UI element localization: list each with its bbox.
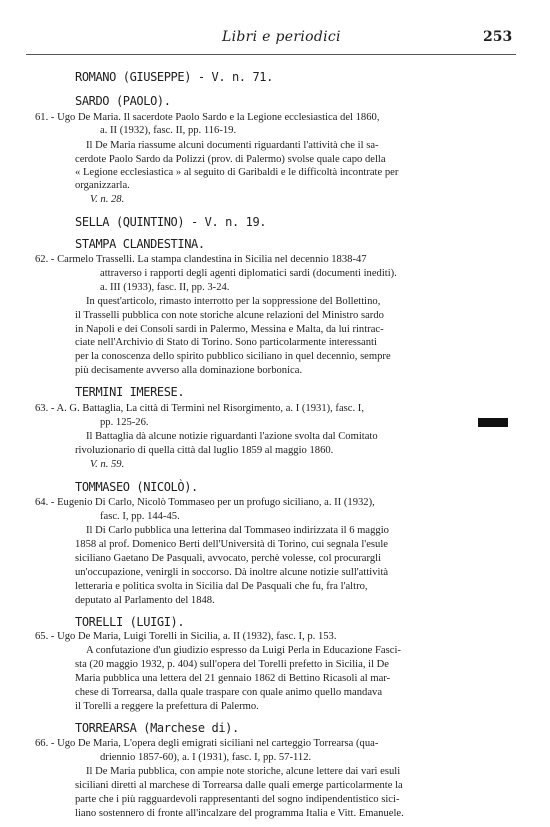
text-line: V. n. 28. xyxy=(90,194,125,205)
text-line: 65. - Ugo De Maria, Luigi Torelli in Sicilia, a. II (1932), fasc. I, p. 153. xyxy=(35,631,337,642)
text-line: per la conoscenza dello spirito pubblico siciliano in quel decennio, sempre xyxy=(75,351,391,362)
text-line: Maria pubblica una lettera del 21 gennaio 1862 di Bettino Ricasoli al mar- xyxy=(75,673,391,684)
running-header-title: Libri e periodici xyxy=(222,29,341,45)
text-line: siciliani diretti al marchese di Torrearsa dalle quali emerge particolarmente la xyxy=(75,780,403,791)
text-line: 63. - A. G. Battaglia, La città di Termini nel Risorgimento, a. I (1931), fasc. I, xyxy=(35,403,364,414)
text-line: parte che i più ragguardevoli rappresentanti del sogno indipendentistico sici- xyxy=(75,794,400,805)
section-heading: SARDO (PAOLO). xyxy=(75,94,171,108)
text-line: In quest'articolo, rimasto interrotto per la soppressione del Bollettino, xyxy=(86,296,381,307)
text-line: a. III (1933), fasc. II, pp. 3-24. xyxy=(100,282,230,293)
section-heading: TORREARSA (Marchese di). xyxy=(75,721,239,735)
redaction-mark xyxy=(478,418,508,427)
section-heading: STAMPA CLANDESTINA. xyxy=(75,237,205,251)
section-heading: ROMANO (GIUSEPPE) - V. n. 71. xyxy=(75,70,273,84)
text-line: cerdote Paolo Sardo da Polizzi (prov. di Palermo) svolse quale capo della xyxy=(75,154,386,165)
section-heading: TERMINI IMERESE. xyxy=(75,385,185,399)
page-number: 253 xyxy=(483,29,513,45)
text-line: Il De Maria riassume alcuni documenti riguardanti l'attività che il sa- xyxy=(86,140,379,151)
text-line: Il De Maria pubblica, con ampie note storiche, alcune lettere dai vari esuli xyxy=(86,766,401,777)
text-line: Il Battaglia dà alcune notizie riguardanti l'azione svolta dal Comitato xyxy=(86,431,378,442)
text-line: chese di Torrearsa, dalla quale traspare con quale animo quello mandava xyxy=(75,687,383,698)
text-line: pp. 125-26. xyxy=(100,417,149,428)
text-line: attraverso i rapporti degli agenti diplomatici sardi (documenti inediti). xyxy=(100,268,397,279)
text-line: rivoluzionario di quella città dal luglio 1859 al maggio 1860. xyxy=(75,445,334,456)
text-line: 1858 al prof. Domenico Berti dell'Università di Torino, cui segnala l'esule xyxy=(75,539,388,550)
text-line: sta (20 maggio 1932, p. 404) sull'opera del Torelli prefetto in Sicilia, il De xyxy=(75,659,390,670)
text-line: « Legione ecclesiastica » al seguito di Garibaldi e le difficoltà incontrate per xyxy=(75,167,399,178)
text-line: a. II (1932), fasc. II, pp. 116-19. xyxy=(100,125,237,136)
text-line: A confutazione d'un giudizio espresso da Luigi Perla in Educazione Fasci- xyxy=(86,645,401,656)
text-line: fasc. I, pp. 144-45. xyxy=(100,511,180,522)
text-line: organizzarla. xyxy=(75,180,130,191)
text-line: V. n. 59. xyxy=(90,459,125,470)
section-heading: TORELLI (LUIGI). xyxy=(75,615,185,629)
text-line: il Torelli a reggere la prefettura di Palermo. xyxy=(75,701,259,712)
text-line: Il Di Carlo pubblica una letterina dal Tommaseo indirizzata il 6 maggio xyxy=(86,525,389,536)
text-line: 62. - Carmelo Trasselli. La stampa clandestina in Sicilia nel decennio 1838-47 xyxy=(35,254,367,265)
text-line: più decisamente avverso alla dominazione borbonica. xyxy=(75,365,303,376)
text-line: 66. - Ugo De Maria, L'opera degli emigrati siciliani nel carteggio Torrearsa (qua- xyxy=(35,738,379,749)
text-line: letteraria e politica svolta in Sicilia dal De Pasquali che fu, fra l'altro, xyxy=(75,581,368,592)
text-line: siciliano Gaetano De Pasquali, avvocato, perchè volesse, col procurargli xyxy=(75,553,382,564)
text-line: in Napoli e dei Consoli sardi in Palermo, Messina e Malta, da lui rintrac- xyxy=(75,324,384,335)
text-line: deputato al Parlamento del 1848. xyxy=(75,595,215,606)
section-heading: SELLA (QUINTINO) - V. n. 19. xyxy=(75,215,267,229)
text-line: un'occupazione, venirgli in soccorso. Dà inoltre alcune notizie sull'attività xyxy=(75,567,389,578)
text-line: 61. - Ugo De Maria. Il sacerdote Paolo Sardo e la Legione ecclesiastica del 1860, xyxy=(35,112,380,123)
section-heading: TOMMASEO (NICOLÒ). xyxy=(75,480,198,494)
text-line: 64. - Eugenio Di Carlo, Nicolò Tommaseo per un profugo siciliano, a. II (1932), xyxy=(35,497,375,508)
text-line: il Trasselli pubblica con note storiche alcune relazioni del Ministro sardo xyxy=(75,310,384,321)
text-line: liano sostennero di fronte all'incalzare del programma Italia e Vitt. Emanuele. xyxy=(75,808,404,819)
text-line: driennio 1857-60), a. I (1931), fasc. I, pp. 57-112. xyxy=(100,752,312,763)
header-rule xyxy=(26,54,516,55)
text-line: ciate nell'Archivio di Stato di Torino. Sono particolarmente interessanti xyxy=(75,337,377,348)
